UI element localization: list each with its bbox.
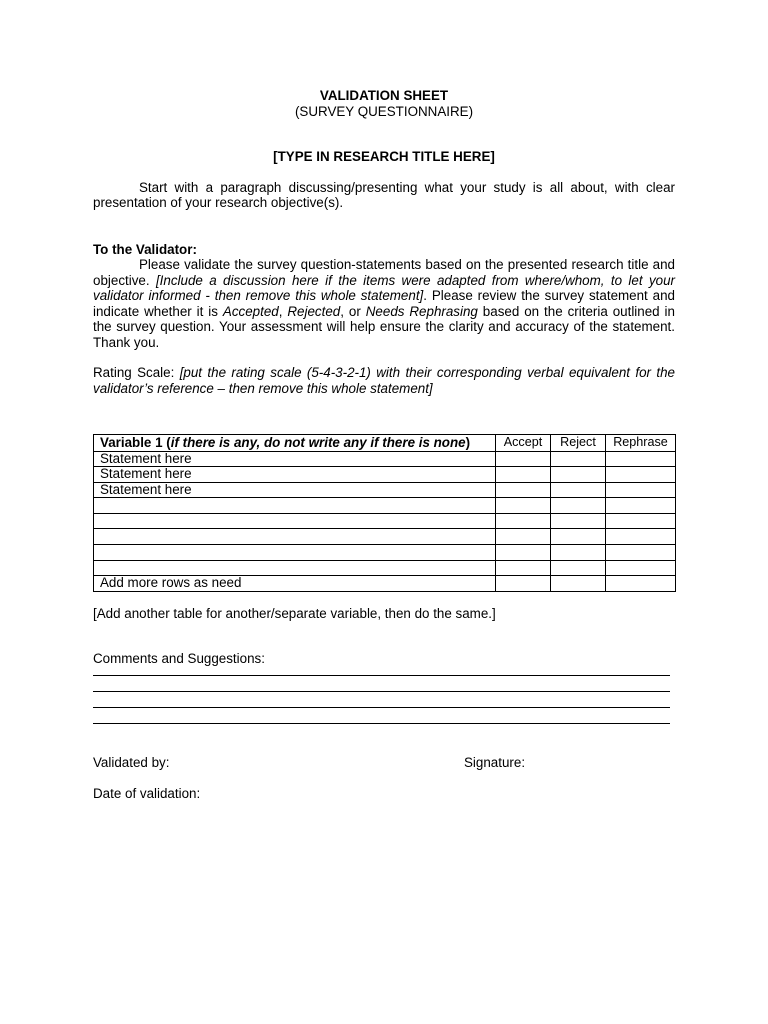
column-accept-label: Accept — [503, 435, 543, 449]
table-row — [94, 560, 676, 576]
reject-cell[interactable] — [551, 498, 606, 514]
statement-cell — [94, 560, 496, 576]
rephrase-cell[interactable] — [606, 576, 676, 592]
comma-text: , — [278, 303, 288, 319]
needs-rephrasing-term: Needs Rephrasing — [365, 303, 478, 319]
column-accept — [496, 435, 551, 452]
table-row — [94, 529, 676, 545]
validator-text-2: . Please review the survey statement and indicate whether it is — [93, 288, 675, 319]
statement-cell — [94, 498, 496, 514]
rating-scale-note: [put the rating scale (5-4-3-2-1) with their corresponding verbal equivalent for the validator’s reference – then remove this whole statement] — [93, 365, 675, 396]
signature-label: Signature: — [464, 754, 526, 770]
or-text: , or — [340, 303, 366, 319]
variable-close: ) — [465, 435, 471, 450]
rating-scale-label: Rating Scale: — [93, 365, 180, 380]
accept-cell[interactable] — [496, 498, 551, 514]
table-row — [94, 576, 676, 592]
table-row — [94, 545, 676, 561]
statement-cell — [94, 545, 496, 561]
comment-line[interactable] — [93, 667, 670, 676]
reject-cell[interactable] — [551, 576, 606, 592]
rephrase-cell[interactable] — [606, 467, 676, 483]
research-title: [TYPE IN RESEARCH TITLE HERE] — [273, 149, 495, 164]
rephrase-cell[interactable] — [606, 451, 676, 467]
table-header-row — [94, 435, 676, 452]
signature-row — [93, 755, 675, 771]
column-reject — [551, 435, 606, 452]
sheet-subtitle: (SURVEY QUESTIONNAIRE) — [294, 103, 474, 119]
rating-scale — [93, 365, 675, 396]
validator-italic-note: [Include a discussion here if the items were adapted from where/whom, to let your validator informed - then remove this whole statement] — [93, 272, 675, 303]
column-reject-label: Reject — [560, 435, 596, 449]
rejected-term: Rejected — [287, 303, 341, 319]
accept-cell[interactable] — [496, 451, 551, 467]
variable-header — [94, 435, 496, 452]
reject-cell[interactable] — [551, 451, 606, 467]
table-row — [94, 482, 676, 498]
reject-cell[interactable] — [551, 513, 606, 529]
comment-line[interactable] — [93, 676, 670, 692]
document-page — [93, 88, 675, 801]
validator-text-3: based on the criteria outlined in the survey question. Your assessment will help ensure the clarity and accuracy of the statement. Thank you. — [93, 303, 675, 350]
comments-label: Comments and Suggestions: — [93, 651, 265, 667]
reject-cell[interactable] — [551, 560, 606, 576]
statement-cell: Statement here — [94, 482, 496, 498]
accept-cell[interactable] — [496, 576, 551, 592]
variable-note: if there is any, do not write any if there is none — [170, 435, 466, 450]
reject-cell[interactable] — [551, 529, 606, 545]
accepted-term: Accepted — [222, 303, 279, 319]
after-table-note: [Add another table for another/separate variable, then do the same.] — [93, 605, 496, 621]
reject-cell[interactable] — [551, 482, 606, 498]
statement-cell — [94, 529, 496, 545]
rephrase-cell[interactable] — [606, 498, 676, 514]
table-row — [94, 498, 676, 514]
date-of-validation-label: Date of validation: — [93, 785, 201, 801]
comment-line[interactable] — [93, 708, 670, 724]
accept-cell[interactable] — [496, 529, 551, 545]
validation-table — [93, 434, 676, 592]
table-row — [94, 451, 676, 467]
accept-cell[interactable] — [496, 545, 551, 561]
validator-heading: To the Validator: — [93, 241, 197, 257]
column-rephrase-label: Rephrase — [613, 435, 668, 449]
accept-cell[interactable] — [496, 560, 551, 576]
validator-text-1: Please validate the survey question-statements based on the presented research title and objective. — [93, 257, 675, 288]
accept-cell[interactable] — [496, 467, 551, 483]
table-row — [94, 513, 676, 529]
comment-line[interactable] — [93, 692, 670, 708]
reject-cell[interactable] — [551, 545, 606, 561]
validated-by-label: Validated by: — [93, 754, 170, 770]
variable-label: Variable 1 ( — [100, 435, 171, 450]
validator-paragraph — [93, 257, 675, 350]
statement-cell: Statement here — [94, 451, 496, 467]
statement-cell: Statement here — [94, 467, 496, 483]
rephrase-cell[interactable] — [606, 529, 676, 545]
statement-cell: Add more rows as need — [94, 576, 496, 592]
reject-cell[interactable] — [551, 467, 606, 483]
statement-cell — [94, 513, 496, 529]
rephrase-cell[interactable] — [606, 482, 676, 498]
intro-paragraph: Start with a paragraph discussing/presenting what your study is all about, with clear presentation of your research objective(s). — [93, 179, 675, 210]
accept-cell[interactable] — [496, 482, 551, 498]
rephrase-cell[interactable] — [606, 545, 676, 561]
column-rephrase — [606, 435, 676, 452]
rephrase-cell[interactable] — [606, 513, 676, 529]
sheet-title: VALIDATION SHEET — [319, 88, 449, 103]
accept-cell[interactable] — [496, 513, 551, 529]
rephrase-cell[interactable] — [606, 560, 676, 576]
table-row — [94, 467, 676, 483]
